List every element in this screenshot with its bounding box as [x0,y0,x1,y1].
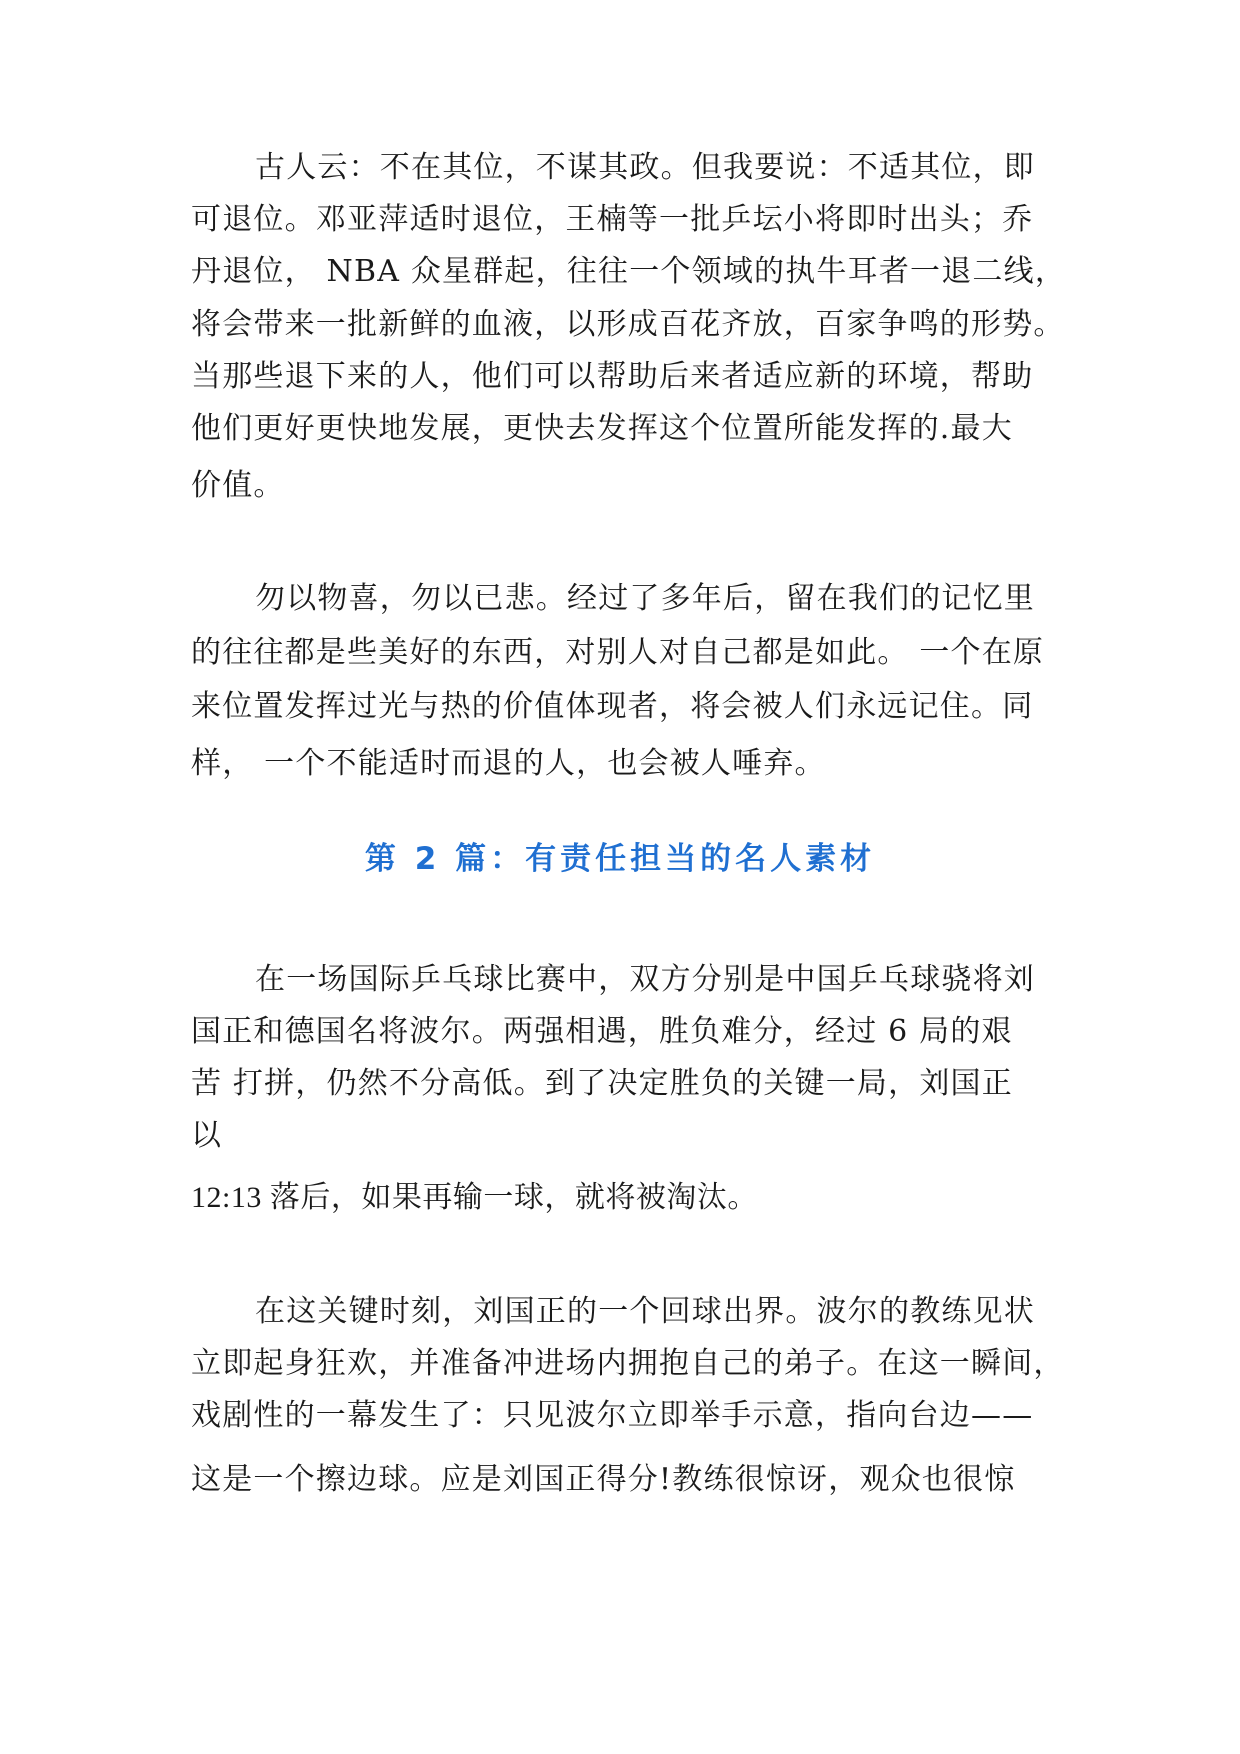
text-line: 丹退位， NBA 众星群起，往往一个领域的执牛耳者一退二线， [191,254,1067,289]
text-line: 在一场国际乒乓球比赛中，双方分别是中国乒乓球骁将刘 [255,962,1035,997]
text-line: 在这关键时刻，刘国正的一个回球出界。波尔的教练见状 [255,1294,1035,1329]
text-line: 以 [191,1118,223,1153]
text-line: 当那些退下来的人，他们可以帮助后来者适应新的环境，帮助 [191,359,1034,394]
text-line: 的往往都是些美好的东西，对别人对自己都是如此。 一个在原 [191,635,1045,670]
text-line: 价值。 [191,468,285,503]
text-line: 样， 一个不能适时而退的人，也会被人唾弃。 [191,746,826,781]
section-heading: 第 2 篇：有责任担当的名人素材 [364,841,876,877]
text-line: 立即起身狂欢，并准备冲进场内拥抱自己的弟子。在这一瞬间， [191,1346,1065,1381]
text-line: 12:13 落后，如果再输一球，就将被淘汰。 [191,1181,758,1214]
text-line: 苦 打拼，仍然不分高低。到了决定胜负的关键一局，刘国正 [191,1066,1013,1101]
text-line: 他们更好更快地发展，更快去发挥这个位置所能发挥的.最大 [191,411,1013,446]
text-line: 这是一个擦边球。应是刘国正得分!教练很惊讶，观众也很惊 [191,1462,1016,1497]
text-line: 古人云：不在其位，不谋其政。但我要说：不适其位，即 [255,150,1035,185]
text-line: 可退位。邓亚萍适时退位，王楠等一批乒坛小将即时出头；乔 [191,202,1034,237]
text-line: 戏剧性的一幕发生了：只见波尔立即举手示意，指向台边—— [191,1398,1034,1433]
text-line: 将会带来一批新鲜的血液，以形成百花齐放，百家争鸣的形势。 [191,307,1065,342]
text-line: 来位置发挥过光与热的价值体现者，将会被人们永远记住。同 [191,689,1034,724]
text-line: 勿以物喜，勿以已悲。经过了多年后，留在我们的记忆里 [255,581,1035,616]
text-line: 国正和德国名将波尔。两强相遇，胜负难分，经过 6 局的艰 [191,1014,1013,1049]
